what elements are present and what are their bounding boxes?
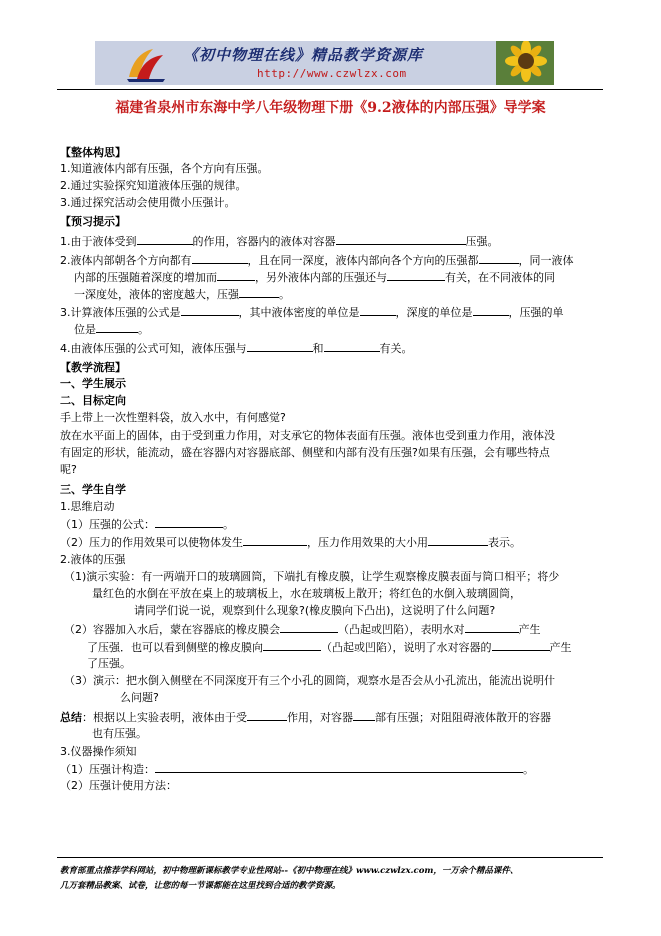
experiment-2b	[87, 640, 572, 655]
preview-text: ，且在同一深度，液体内部向各个方向的压强都	[247, 254, 479, 267]
section-goals-heading: 【整体构思】	[60, 146, 126, 159]
sunflower-icon	[496, 41, 554, 85]
footer-line-2: 几万套精品教案、试卷，让您的每一节课都能在这里找到合适的教学资源。	[60, 881, 341, 891]
fill-blank[interactable]	[239, 287, 279, 298]
fill-blank[interactable]	[465, 622, 519, 633]
preview-text: 1.由于液体受到	[60, 235, 137, 248]
self-study-1: 1.思维启动	[60, 500, 115, 513]
goal-3: 3.通过探究活动会使用微小压强计。	[60, 196, 236, 209]
experiment-3b: 么问题?	[120, 691, 159, 704]
fill-blank[interactable]	[428, 535, 488, 546]
fill-blank[interactable]	[192, 253, 248, 264]
header-banner	[95, 41, 554, 85]
preview-text: 内部的压强随着深度的增加而	[74, 271, 217, 284]
preview-text: 和	[312, 342, 324, 355]
experiment-1a: （1)演示实验：有一两端开口的玻璃圆筒，下端扎有橡皮膜，让学生观察橡皮膜表面与筒口相平；将少	[64, 570, 560, 583]
preview-text: 有关，在不同液体的同	[445, 271, 555, 284]
banner-url[interactable]: http://www.czwlzx.com	[257, 67, 407, 80]
section-flow-heading: 【教学流程】	[60, 361, 126, 374]
self-study-1b	[60, 535, 521, 550]
preview-text: 压强。	[465, 235, 499, 248]
self-study-1a	[60, 517, 234, 532]
study-text: （1）压强计构造：	[60, 763, 155, 776]
study-text: （2）压力的作用效果可以使物体发生	[60, 536, 243, 549]
fill-blank[interactable]	[155, 517, 223, 528]
header-rule	[57, 89, 603, 90]
preview-text: 3.计算液体压强的公式是	[60, 306, 181, 319]
section-preview-heading: 【预习提示】	[60, 215, 126, 228]
footer	[60, 864, 518, 894]
experiment-2a	[64, 622, 541, 637]
preview-text: ，另外液体内部的压强还与	[255, 271, 387, 284]
flow-heading-1: 一、学生展示	[60, 377, 126, 390]
footer-line-1: 教育部重点推荐学科网站，初中物理新课标教学专业性网站--《初中物理在线》www.czwlzx.com，一万余个精品课件、	[60, 866, 519, 876]
fill-blank[interactable]	[492, 640, 550, 651]
goal-1: 1.知道液体内部有压强，各个方向有压强。	[60, 162, 269, 175]
flow-heading-3: 三、学生自学	[60, 483, 126, 496]
fill-blank[interactable]	[324, 341, 380, 352]
instrument-usage: （2）压强计使用方法：	[60, 779, 177, 792]
fill-blank[interactable]	[336, 234, 466, 245]
fill-blank[interactable]	[137, 234, 193, 245]
preview-item-1	[60, 234, 499, 249]
fill-blank[interactable]	[473, 305, 509, 316]
fill-blank[interactable]	[181, 305, 239, 316]
site-logo-icon	[123, 43, 169, 83]
preview-item-3a	[60, 305, 564, 320]
summary-line-1	[60, 710, 551, 725]
study-text: （1）压强的公式：	[60, 518, 155, 531]
preview-text: 位是	[74, 323, 96, 336]
experiment-2c: 了压强。	[87, 657, 131, 670]
preview-text: 。	[279, 288, 290, 301]
fill-blank[interactable]	[280, 622, 338, 633]
flow-heading-2: 二、目标定向	[60, 394, 126, 407]
summary-text: ：根据以上实验表明，液体由于受	[82, 711, 247, 724]
preview-item-3b	[74, 322, 149, 337]
summary-text: 部有压强；对阻阻碍液体散开的容器	[375, 711, 551, 724]
goal-2: 2.通过实验探究知道液体压强的规律。	[60, 179, 247, 192]
summary-line-2: 也有压强。	[92, 727, 147, 740]
footer-rule	[57, 857, 603, 858]
self-study-2: 2.液体的压强	[60, 553, 126, 566]
study-text: （凸起或凹陷），表明水对	[338, 623, 465, 636]
experiment-1b: 量红色的水倒在平放在桌上的玻璃板上，水在玻璃板上散开；将红色的水倒入玻璃圆筒，	[92, 587, 521, 600]
preview-text: 2.液体内部朝各个方向都有	[60, 254, 192, 267]
study-text: 。	[523, 763, 534, 776]
preview-text: 有关。	[379, 342, 413, 355]
experiment-3a: （3）演示：把水倒入侧壁在不同深度开有三个小孔的圆筒，观察水是否会从小孔流出，能流出说明什	[64, 674, 555, 687]
instrument-heading: 3.仪器操作须知	[60, 745, 137, 758]
fill-blank[interactable]	[96, 322, 138, 333]
intro-paragraph-3: 呢?	[60, 463, 77, 476]
fill-blank[interactable]	[155, 762, 523, 773]
fill-blank[interactable]	[247, 341, 313, 352]
preview-item-2b	[74, 270, 555, 285]
fill-blank[interactable]	[479, 253, 519, 264]
study-text: （2）容器加入水后，蒙在容器底的橡皮膜会	[64, 623, 280, 636]
fill-blank[interactable]	[243, 535, 307, 546]
study-text: 。	[223, 518, 234, 531]
experiment-1c: 请同学们说一说，观察到什么现象?(橡皮膜向下凸出)，这说明了什么问题?	[134, 604, 496, 617]
summary-label: 总结	[60, 711, 82, 724]
fill-blank[interactable]	[353, 710, 375, 721]
intro-question: 手上带上一次性塑料袋，放入水中，有何感觉?	[60, 411, 286, 424]
preview-text: ，深度的单位是	[395, 306, 473, 319]
instrument-structure	[60, 762, 534, 777]
preview-text: 4.由液体压强的公式可知，液体压强与	[60, 342, 247, 355]
banner-title: 《初中物理在线》精品教学资源库	[183, 46, 424, 64]
preview-text: ，同一液体	[518, 254, 574, 267]
study-text: 了压强．也可以看到侧壁的橡皮膜向	[87, 641, 263, 654]
study-text: ，压力作用效果的大小用	[307, 536, 428, 549]
study-text: （凸起或凹陷），说明了水对容器的	[321, 641, 492, 654]
fill-blank[interactable]	[217, 270, 255, 281]
preview-item-2c	[74, 287, 290, 302]
fill-blank[interactable]	[387, 270, 445, 281]
fill-blank[interactable]	[360, 305, 396, 316]
preview-text: 一深度处，液体的密度越大，压强	[74, 288, 239, 301]
preview-item-2a	[60, 253, 574, 268]
fill-blank[interactable]	[247, 710, 287, 721]
intro-paragraph-1: 放在水平面上的固体，由于受到重力作用，对支承它的物体表面有压强。液体也受到重力作用，液体没	[60, 429, 555, 442]
fill-blank[interactable]	[263, 640, 321, 651]
intro-paragraph-2: 有固定的形状，能流动，盛在容器内对容器底部、侧壁和内部有没有压强?如果有压强，会有哪些特点	[60, 446, 550, 459]
preview-text: 。	[138, 323, 149, 336]
preview-text: ，压强的单	[508, 306, 564, 319]
preview-text: 的作用，容器内的液体对容器	[192, 235, 336, 248]
summary-text: 作用，对容器	[287, 711, 353, 724]
study-text: 表示。	[488, 536, 521, 549]
study-text: 产生	[518, 623, 541, 636]
document-title: 福建省泉州市东海中学八年级物理下册《9.2液体的内部压强》导学案	[115, 100, 546, 116]
study-text: 产生	[549, 641, 572, 654]
preview-text: ，其中液体密度的单位是	[238, 306, 360, 319]
preview-item-4	[60, 341, 413, 356]
